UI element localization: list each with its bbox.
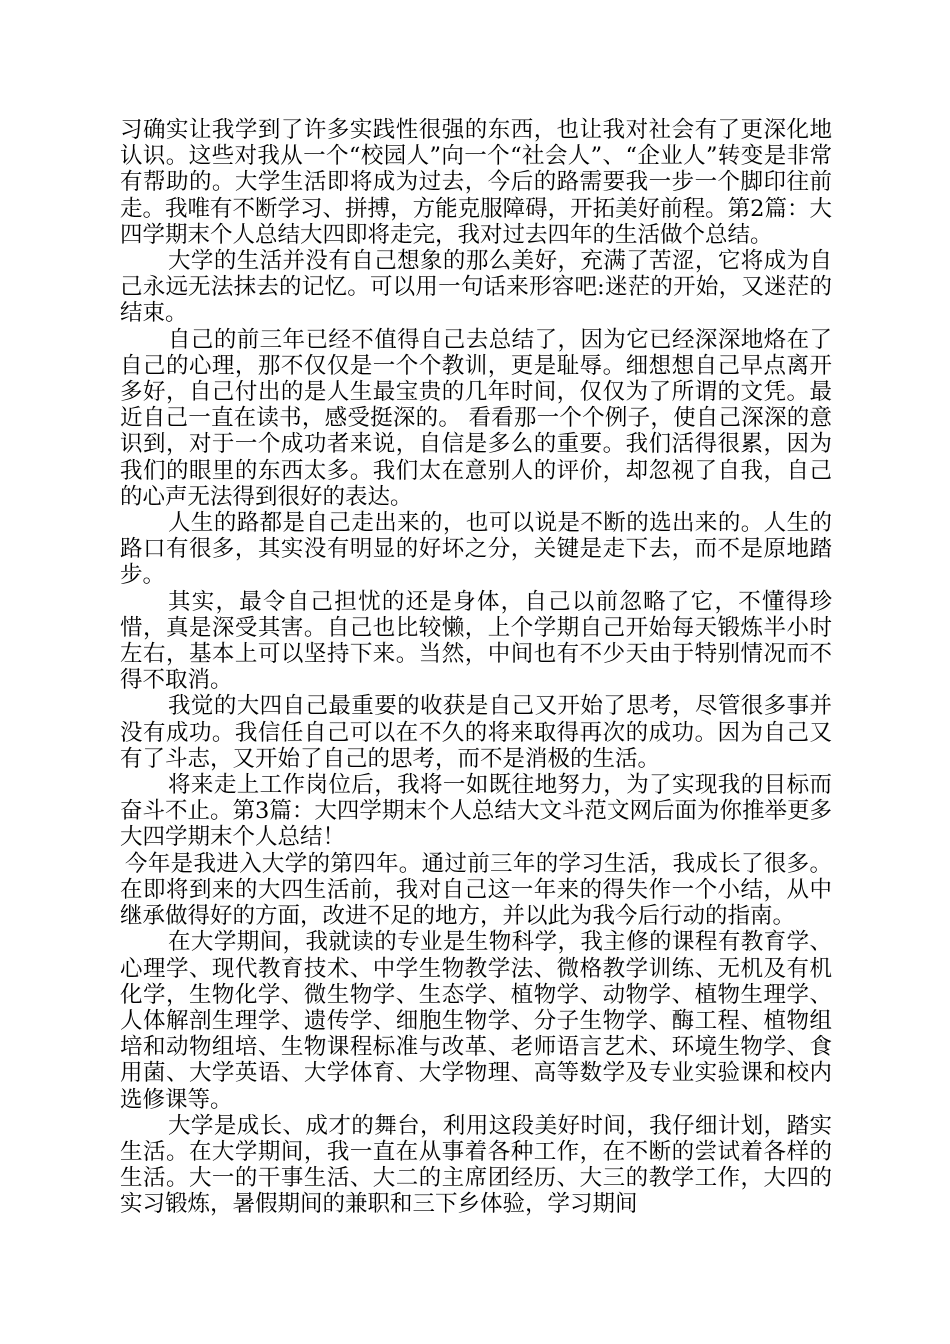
- paragraph-10: 大学是成长、成才的舞台，利用这段美好时间，我仔细计划，踏实生活。在大学期间，我一直在从事着各种工作，在不断的尝试着各样的生活。大一的干事生活、大二的主席团经历、大三的教学工作，大四的实习锻炼，暑假期间的兼职和三下乡体验，学习期间: [120, 1112, 832, 1218]
- paragraph-8: 今年是我进入大学的第四年。通过前三年的学习生活，我成长了很多。在即将到来的大四生活前，我对自己这一年来的得失作一个小结，从中继承做得好的方面，改进不足的地方，并以此为我今后行动的指南。: [120, 850, 832, 930]
- paragraph-9: 在大学期间，我就读的专业是生物科学，我主修的课程有教育学、心理学、现代教育技术、中学生物教学法、微格教学训练、无机及有机化学，生物化学、微生物学、生态学、植物学、动物学、植物生理学、人体解剖生理学、遗传学、细胞生物学、分子生物学、酶工程、植物组培和动物组培、生物课程标准与改革、老师语言艺术、环境生物学、食用菌、大学英语、大学体育、大学物理、高等数学及专业实验课和校内选修课等。: [120, 929, 832, 1113]
- paragraph-2: 大学的生活并没有自己想象的那么美好，充满了苦涩，它将成为自己永远无法抹去的记忆。可以用一句话来形容吧:迷茫的开始，又迷茫的结束。: [120, 248, 832, 327]
- paragraph-1: 习确实让我学到了许多实践性很强的东西，也让我对社会有了更深化地认识。这些对我从一个“校园人”向一个“社会人”、“企业人”转变是非常有帮助的。大学生活即将成为过去，今后的路需要我一步一个脚印往前走。我唯有不断学习、拼搏，方能克服障碍，开拓美好前程。第2篇：大四学期末个人总结大四即将走完，我对过去四年的生活做个总结。: [120, 117, 832, 248]
- paragraph-4: 人生的路都是自己走出来的，也可以说是不断的选出来的。人生的路口有很多，其实没有明显的好坏之分，关键是走下去，而不是原地踏步。: [120, 510, 832, 589]
- paragraph-3: 自己的前三年已经不值得自己去总结了，因为它已经深深地烙在了自己的心理，那不仅仅是一个个教训，更是耻辱。细想想自己早点离开多好，自己付出的是人生最宝贵的几年时间，仅仅为了所谓的文凭。最近自己一直在读书，感受挺深的。 看看那一个个例子，使自己深深的意识到，对于一个成功者来说，自信是多么的重要。我们活得很累，因为我们的眼里的东西太多。我们太在意别人的评价，却忽视了自我，自己的心声无法得到很好的表达。: [120, 326, 832, 510]
- document-body: [120, 117, 832, 1218]
- paragraph-5: 其实，最令自己担忧的还是身体，自己以前忽略了它，不懂得珍惜，真是深受其害。自己也比较懒，上个学期自己开始每天锻炼半小时左右，基本上可以坚持下来。当然，中间也有不少天由于特别情况而不得不取消。: [120, 588, 832, 694]
- paragraph-7: 将来走上工作岗位后，我将一如既往地努力，为了实现我的目标而奋斗不止。第3篇：大四学期末个人总结大文斗范文网后面为你推举更多大四学期末个人总结！: [120, 772, 832, 851]
- paragraph-6: 我觉的大四自己最重要的收获是自己又开始了思考，尽管很多事并没有成功。我信任自己可以在不久的将来取得再次的成功。因为自己又有了斗志，又开始了自己的思考，而不是消极的生活。: [120, 693, 832, 772]
